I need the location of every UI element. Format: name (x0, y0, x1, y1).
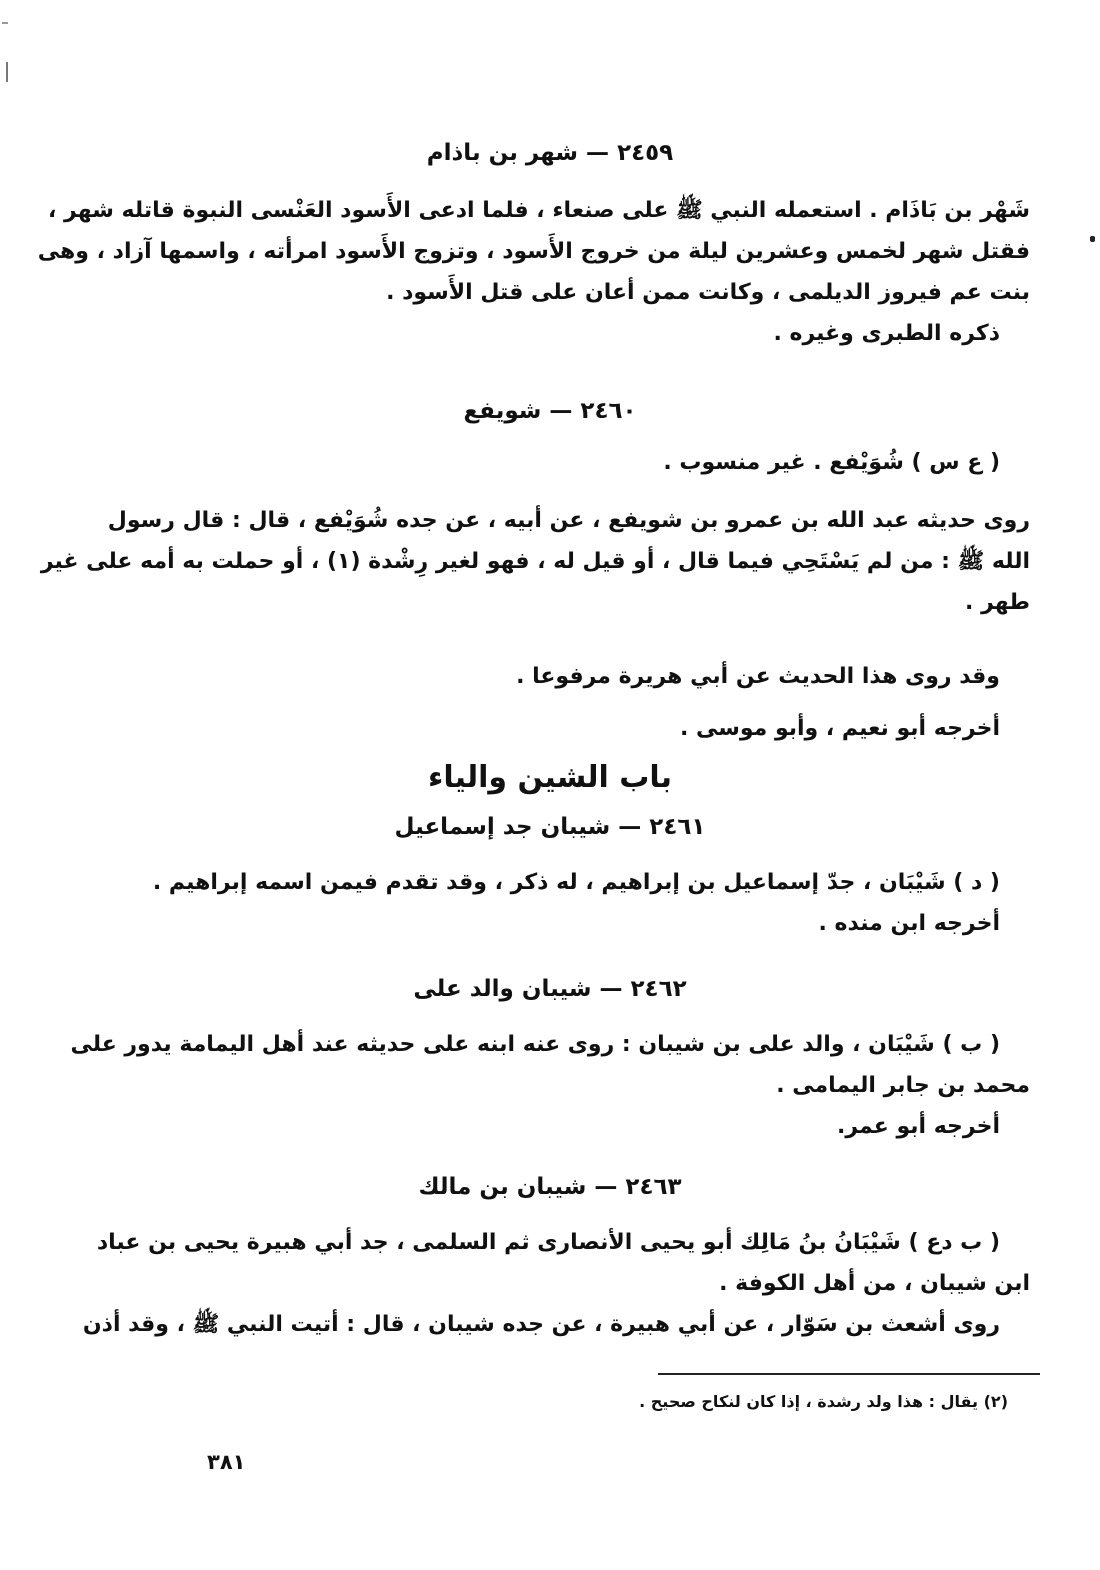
entry-body (160, 656, 1030, 697)
scan-speck (1090, 236, 1095, 242)
text-line: محمد بن جابر اليمامى . (776, 1073, 1030, 1098)
text-line: ( د ) شَيْبَان ، جدّ إسماعيل بن إبراهيم ، له ذكر ، وقد تقدم فيمن اسمه إبراهيم . (152, 870, 1000, 895)
text-line: شَهْر بن بَاذَام . استعمله النبي ﷺ على صنعاء ، فلما ادعى الأَسود العَنْسى النبوة قاتله شهر ، (48, 198, 1030, 223)
entry-heading: ٢٤٦٠ — شويفع (463, 398, 637, 424)
entry-body (160, 708, 1030, 749)
text-line: أخرجه ابن منده . (818, 911, 1000, 936)
section-title: باب الشين والياء (428, 760, 672, 795)
text-line: ( ع س ) شُوَيْفع . غير منسوب . (663, 450, 1000, 475)
footnote-divider (658, 1373, 1040, 1375)
entry-body (70, 1024, 1030, 1147)
text-line: الله ﷺ : من لم يَسْتَحِي فيما قال ، أو قيل له ، فهو لغير رِشْدة (١) ، أو حملت به أمه على غير (40, 549, 1030, 574)
entry-body (40, 500, 1030, 623)
entry-body (160, 442, 1030, 483)
footnote: (٢) يقال : هذا ولد رشدة ، إذا كان لنكاح صحيح . (639, 1392, 1008, 1411)
entry-body (82, 1222, 1030, 1345)
text-line: بنت عم فيروز الديلمى ، وكانت ممن أعان على قتل الأَسود . (386, 280, 1030, 305)
entry-heading: ٢٤٦٣ — شيبان بن مالك (418, 1174, 682, 1200)
text-line: طهر . (965, 590, 1030, 615)
text-line: روى حديثه عبد الله بن عمرو بن شويفع ، عن أبيه ، عن جده شُوَيْفع ، قال : قال رسول (107, 508, 1030, 533)
text-line: ابن شيبان ، من أهل الكوفة . (719, 1271, 1030, 1296)
entry-heading: ٢٤٦١ — شيبان جد إسماعيل (394, 814, 706, 840)
page-number: ٣٨١ (207, 1450, 246, 1474)
text-line: أخرجه أبو عمر. (836, 1114, 1000, 1139)
text-line: روى أشعث بن سَوّار ، عن أبي هبيرة ، عن جده شيبان ، قال : أتيت النبي ﷺ ، وقد أذن (82, 1312, 1000, 1337)
entry-heading: ٢٤٦٢ — شيبان والد على (413, 976, 687, 1002)
text-line: ( ب دع ) شَيْبَانُ بنُ مَالِك أبو يحيى الأنصارى ثم السلمى ، جد أبي هبيرة يحيى بن عباد (96, 1230, 1000, 1255)
text-line: وقد روى هذا الحديث عن أبي هريرة مرفوعا . (516, 664, 1000, 689)
scan-margin-mark (6, 62, 8, 82)
scan-margin-mark (2, 22, 8, 24)
entry-body (152, 862, 1030, 944)
text-line: أخرجه أبو نعيم ، وأبو موسى . (679, 716, 1000, 741)
text-line: ( ب ) شَيْبَان ، والد على بن شيبان : روى عنه ابنه على حديثه عند أهل اليمامة يدور على (70, 1032, 1000, 1057)
text-line: فقتل شهر لخمس وعشرين ليلة من خروج الأَسود ، وتزوج الأَسود امرأته ، واسمها آزاد ، وهى (37, 239, 1030, 264)
entry-heading: ٢٤٥٩ — شهر بن باذام (426, 140, 674, 166)
text-line: ذكره الطبرى وغيره . (773, 321, 1000, 346)
entry-body (37, 190, 1030, 354)
